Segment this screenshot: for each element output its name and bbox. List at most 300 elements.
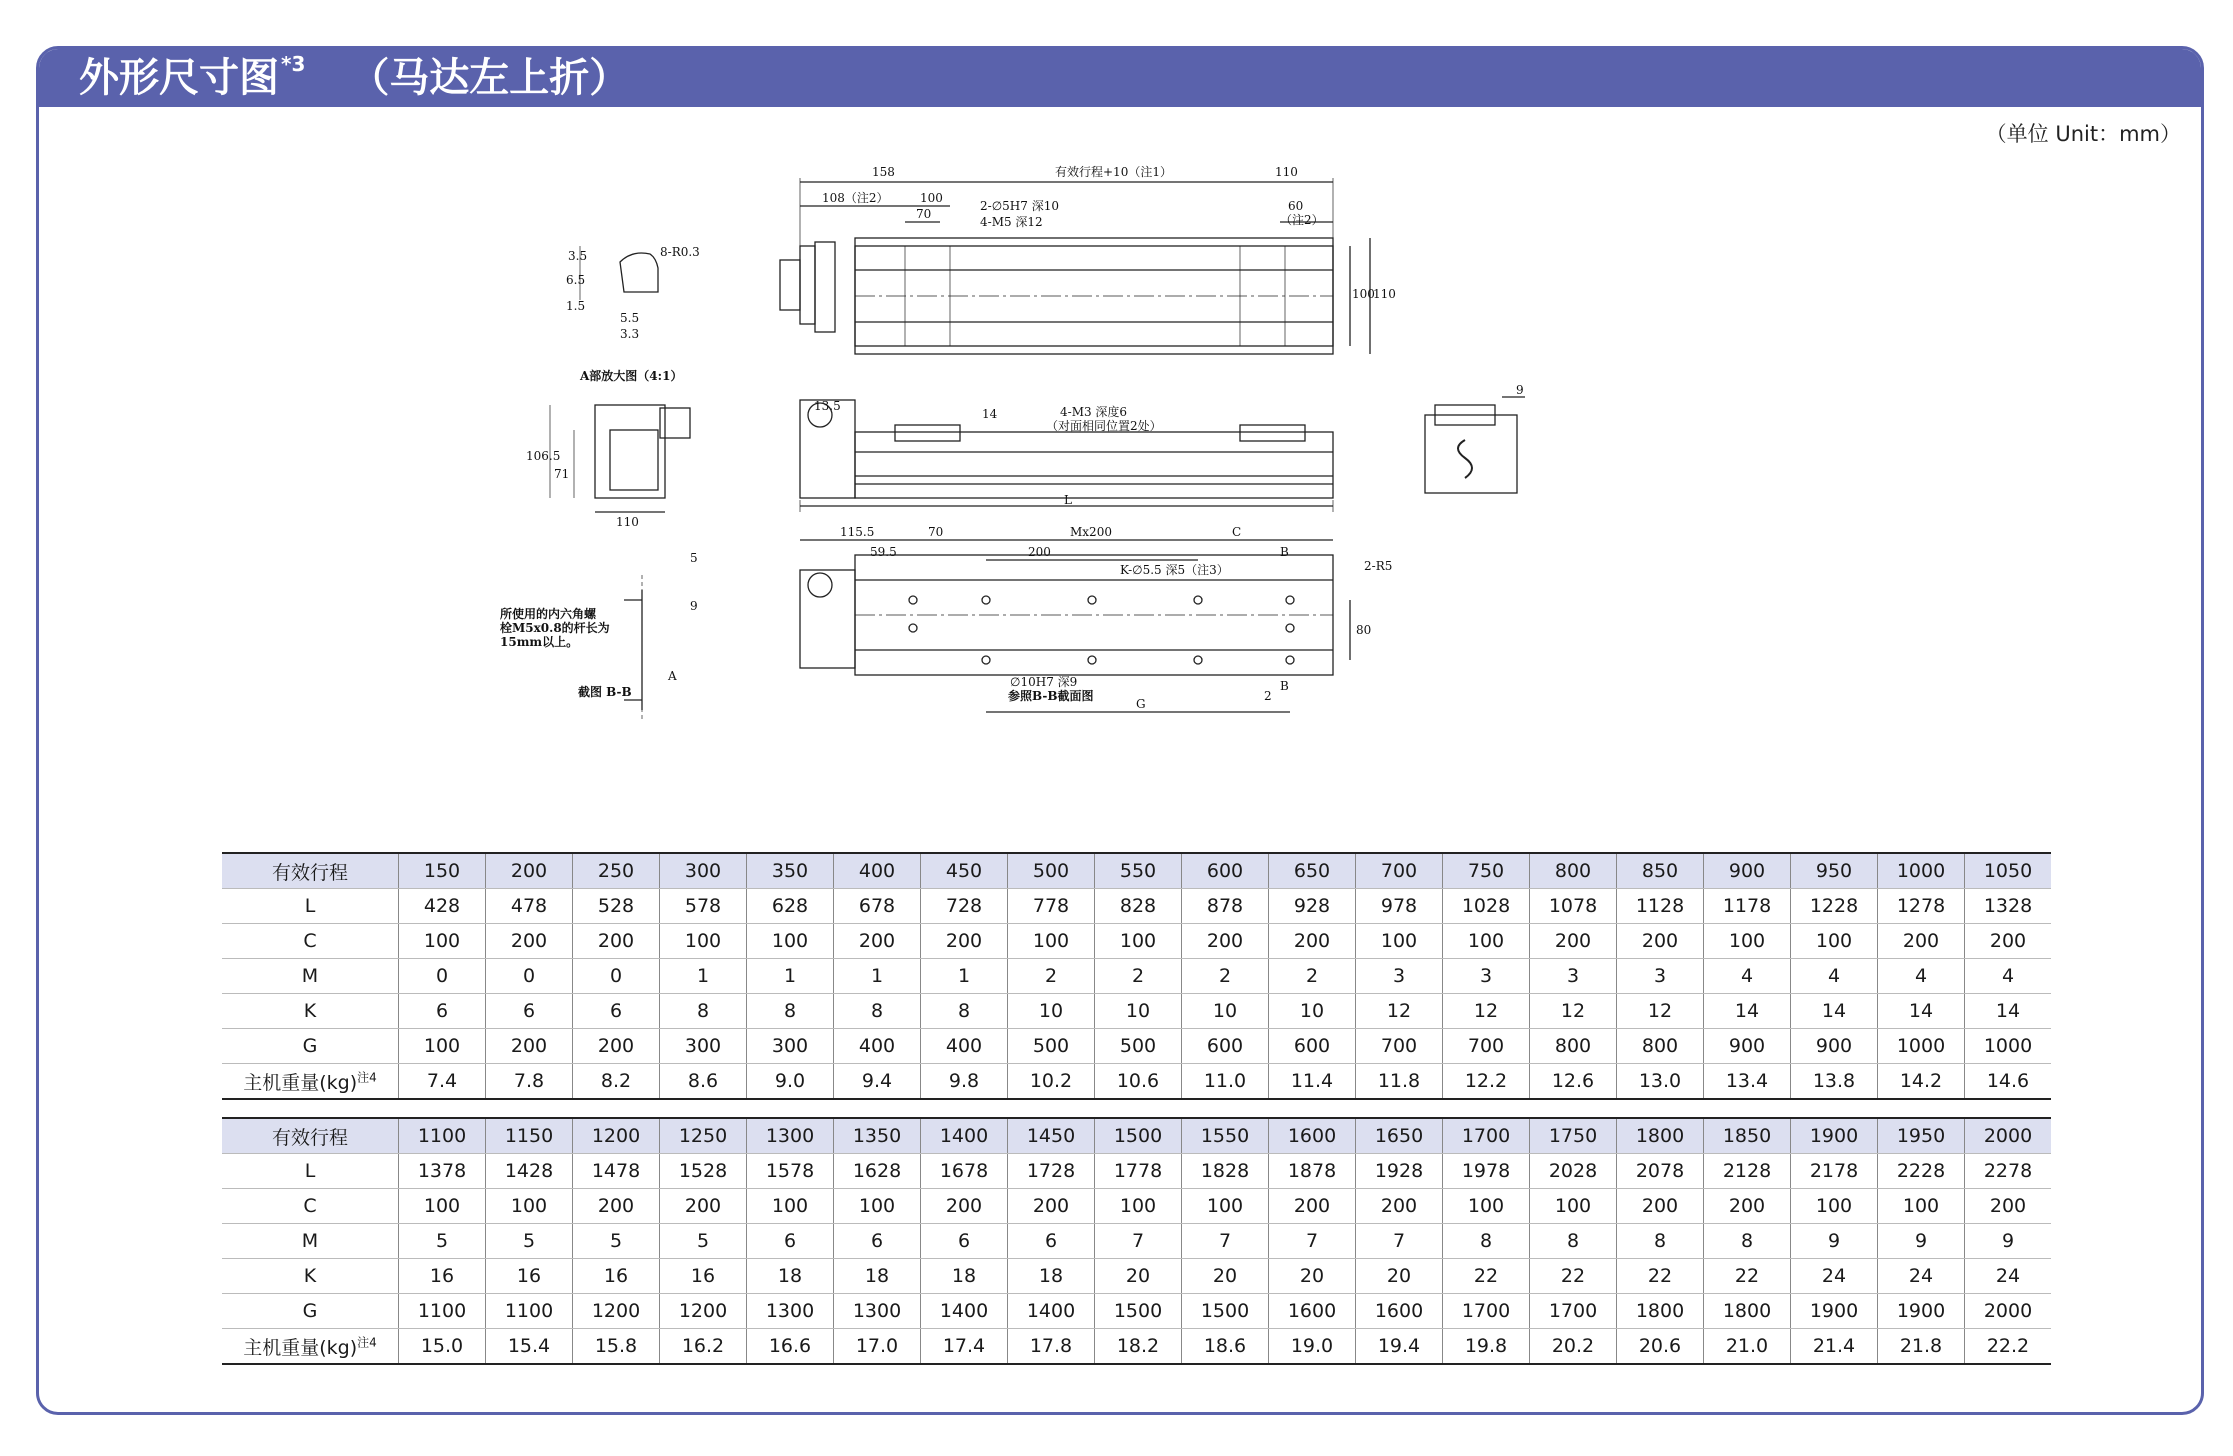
row-label: C <box>222 1189 399 1224</box>
table-cell: 20 <box>1269 1259 1356 1294</box>
table-cell: 1000 <box>1878 853 1965 889</box>
table-cell: 828 <box>1095 889 1182 924</box>
svg-text:9: 9 <box>1516 383 1524 397</box>
svg-text:3.5: 3.5 <box>568 249 588 263</box>
table-cell: 12 <box>1356 994 1443 1029</box>
table-cell: 20 <box>1356 1259 1443 1294</box>
table-cell: 13.0 <box>1617 1064 1704 1100</box>
table-cell: 10 <box>1008 994 1095 1029</box>
table-cell: 22.2 <box>1965 1329 2052 1365</box>
table-cell: 100 <box>1791 1189 1878 1224</box>
left-side-view <box>595 405 665 498</box>
table-cell: 9 <box>1878 1224 1965 1259</box>
table-row <box>222 1294 2051 1329</box>
table-cell: 100 <box>747 924 834 959</box>
table-cell: 20 <box>1182 1259 1269 1294</box>
table-cell: 8 <box>834 994 921 1029</box>
table-cell: 1800 <box>1704 1294 1791 1329</box>
table-cell: 12 <box>1617 994 1704 1029</box>
table-cell: 1778 <box>1095 1154 1182 1189</box>
table-cell: 2000 <box>1965 1118 2052 1154</box>
table-cell: 4 <box>1965 959 2052 994</box>
table-cell: 1078 <box>1530 889 1617 924</box>
table-cell: 400 <box>834 1029 921 1064</box>
table-cell: 16.2 <box>660 1329 747 1365</box>
table-cell: 1400 <box>921 1118 1008 1154</box>
row-label: L <box>222 1154 399 1189</box>
table-cell: 200 <box>486 924 573 959</box>
table-cell: 17.0 <box>834 1329 921 1365</box>
table-cell: 100 <box>1182 1189 1269 1224</box>
svg-text:4-M5 深12: 4-M5 深12 <box>980 215 1043 229</box>
table-cell: 500 <box>1095 1029 1182 1064</box>
table-cell: 200 <box>1878 924 1965 959</box>
table-cell: 1050 <box>1965 853 2052 889</box>
table-cell: 528 <box>573 889 660 924</box>
table-cell: 11.4 <box>1269 1064 1356 1100</box>
table-cell: 100 <box>399 1029 486 1064</box>
table-cell: 600 <box>1182 853 1269 889</box>
table-cell: 200 <box>486 853 573 889</box>
svg-text:∅10H7 深9: ∅10H7 深9 <box>1010 675 1078 689</box>
table-cell: 1250 <box>660 1118 747 1154</box>
table-cell: 200 <box>1530 924 1617 959</box>
svg-text:L: L <box>1064 493 1072 507</box>
table-cell: 0 <box>573 959 660 994</box>
table-cell: 1 <box>660 959 747 994</box>
table-cell: 200 <box>1269 1189 1356 1224</box>
table-cell: 100 <box>1530 1189 1617 1224</box>
table-cell: 1900 <box>1878 1294 1965 1329</box>
unit-note: （单位 Unit：mm） <box>1985 122 2181 146</box>
table-cell: 8 <box>747 994 834 1029</box>
table-cell: 8.6 <box>660 1064 747 1100</box>
table-cell: 200 <box>921 924 1008 959</box>
table-cell: 1750 <box>1530 1118 1617 1154</box>
table-cell: 800 <box>1530 1029 1617 1064</box>
table-cell: 4 <box>1704 959 1791 994</box>
table-cell: 1300 <box>834 1294 921 1329</box>
table-cell: 14.2 <box>1878 1064 1965 1100</box>
table-cell: 850 <box>1617 853 1704 889</box>
table-cell: 1500 <box>1182 1294 1269 1329</box>
table-cell: 1500 <box>1095 1118 1182 1154</box>
table-cell: 628 <box>747 889 834 924</box>
table-cell: 10 <box>1269 994 1356 1029</box>
table-cell: 200 <box>1182 924 1269 959</box>
table-cell: 9.4 <box>834 1064 921 1100</box>
svg-text:Mx200: Mx200 <box>1070 525 1112 539</box>
table-cell: 200 <box>573 1189 660 1224</box>
table-cell: 1 <box>834 959 921 994</box>
svg-text:8-R0.3: 8-R0.3 <box>660 245 700 259</box>
table-cell: 200 <box>1965 924 2052 959</box>
table-cell: 20.2 <box>1530 1329 1617 1365</box>
table-cell: 200 <box>1008 1189 1095 1224</box>
table-cell: 300 <box>660 1029 747 1064</box>
dimension-drawing <box>480 160 1880 830</box>
table-cell: 1828 <box>1182 1154 1269 1189</box>
table-cell: 8 <box>660 994 747 1029</box>
detail-a-profile <box>620 253 658 292</box>
table-cell: 1600 <box>1269 1118 1356 1154</box>
row-label: C <box>222 924 399 959</box>
table-cell: 8 <box>1530 1224 1617 1259</box>
table-cell: 24 <box>1965 1259 2052 1294</box>
top-motor-cap <box>800 246 815 324</box>
svg-text:60: 60 <box>1288 199 1304 213</box>
table-cell: 200 <box>921 1189 1008 1224</box>
table-cell: 100 <box>1878 1189 1965 1224</box>
table-cell: 14 <box>1791 994 1878 1029</box>
table-cell: 100 <box>1791 924 1878 959</box>
svg-text:3.3: 3.3 <box>620 327 640 341</box>
table-cell: 200 <box>1617 924 1704 959</box>
table-cell: 7.4 <box>399 1064 486 1100</box>
table-cell: 1178 <box>1704 889 1791 924</box>
table-cell: 1400 <box>1008 1294 1095 1329</box>
svg-text:1.5: 1.5 <box>566 299 586 313</box>
table-cell: 1200 <box>573 1118 660 1154</box>
table-cell: 3 <box>1356 959 1443 994</box>
table-cell: 2228 <box>1878 1154 1965 1189</box>
table-cell: 17.8 <box>1008 1329 1095 1365</box>
table-cell: 4 <box>1878 959 1965 994</box>
table-cell: 13.4 <box>1704 1064 1791 1100</box>
table-cell: 1000 <box>1965 1029 2052 1064</box>
table-cell: 12.6 <box>1530 1064 1617 1100</box>
table-row <box>222 1189 2051 1224</box>
table-cell: 1500 <box>1095 1294 1182 1329</box>
table-cell: 1628 <box>834 1154 921 1189</box>
svg-text:100: 100 <box>920 191 943 205</box>
table-cell: 100 <box>1356 924 1443 959</box>
table-cell: 21.4 <box>1791 1329 1878 1365</box>
table-cell: 200 <box>573 1029 660 1064</box>
svg-text:80: 80 <box>1356 623 1372 637</box>
table-cell: 900 <box>1791 1029 1878 1064</box>
table-cell: 20 <box>1095 1259 1182 1294</box>
svg-text:C: C <box>1232 525 1242 539</box>
table-cell: 7 <box>1356 1224 1443 1259</box>
svg-text:115.5: 115.5 <box>840 525 875 539</box>
spec-table-1 <box>222 852 2051 1100</box>
svg-text:G: G <box>1136 697 1146 711</box>
section-subtitle: （马达左上折） <box>349 55 630 101</box>
table-cell: 1650 <box>1356 1118 1443 1154</box>
table-cell: 10 <box>1182 994 1269 1029</box>
table-cell: 18.6 <box>1182 1329 1269 1365</box>
table-cell: 500 <box>1008 853 1095 889</box>
table-row <box>222 1259 2051 1294</box>
table-cell: 100 <box>747 1189 834 1224</box>
table-cell: 10 <box>1095 994 1182 1029</box>
table-cell: 8 <box>1704 1224 1791 1259</box>
table-cell: 900 <box>1704 853 1791 889</box>
row-label: 有效行程 <box>222 853 399 889</box>
table-cell: 1378 <box>399 1154 486 1189</box>
table-cell: 700 <box>1356 1029 1443 1064</box>
table-cell: 778 <box>1008 889 1095 924</box>
svg-text:4-M3 深度6: 4-M3 深度6 <box>1060 405 1128 419</box>
svg-text:栓M5x0.8的杆长为: 栓M5x0.8的杆长为 <box>500 621 610 635</box>
table-cell: 800 <box>1530 853 1617 889</box>
svg-text:K-∅5.5 深5（注3）: K-∅5.5 深5（注3） <box>1120 563 1229 577</box>
table-cell: 19.4 <box>1356 1329 1443 1365</box>
table-cell: 16 <box>573 1259 660 1294</box>
table-cell: 350 <box>747 853 834 889</box>
table-cell: 100 <box>1095 1189 1182 1224</box>
table-cell: 900 <box>1704 1029 1791 1064</box>
table-cell: 600 <box>1269 1029 1356 1064</box>
table-cell: 0 <box>399 959 486 994</box>
table-cell: 1900 <box>1791 1294 1878 1329</box>
table-cell: 2278 <box>1965 1154 2052 1189</box>
table-cell: 2078 <box>1617 1154 1704 1189</box>
table-cell: 18 <box>834 1259 921 1294</box>
table-cell: 1678 <box>921 1154 1008 1189</box>
section-header <box>39 49 2201 107</box>
table-cell: 200 <box>1269 924 1356 959</box>
table-cell: 200 <box>486 1029 573 1064</box>
table-cell: 1300 <box>747 1118 834 1154</box>
table-cell: 500 <box>1008 1029 1095 1064</box>
svg-text:所使用的内六角螺: 所使用的内六角螺 <box>500 607 597 621</box>
svg-text:5.5: 5.5 <box>620 311 640 325</box>
svg-text:106.5: 106.5 <box>526 449 561 463</box>
table-cell: 100 <box>1095 924 1182 959</box>
table-cell: 22 <box>1530 1259 1617 1294</box>
table-cell: 428 <box>399 889 486 924</box>
table-row <box>222 924 2051 959</box>
table-cell: 1928 <box>1356 1154 1443 1189</box>
table-cell: 14 <box>1704 994 1791 1029</box>
table-cell: 150 <box>399 853 486 889</box>
table-cell: 100 <box>486 1189 573 1224</box>
table-cell: 17.4 <box>921 1329 1008 1365</box>
table-cell: 450 <box>921 853 1008 889</box>
table-cell: 0 <box>486 959 573 994</box>
table-cell: 1950 <box>1878 1118 1965 1154</box>
table-cell: 15.8 <box>573 1329 660 1365</box>
table-cell: 21.8 <box>1878 1329 1965 1365</box>
svg-text:2: 2 <box>1264 689 1272 703</box>
table-cell: 200 <box>1965 1189 2052 1224</box>
table-cell: 10.6 <box>1095 1064 1182 1100</box>
table-cell: 22 <box>1443 1259 1530 1294</box>
table-cell: 2 <box>1008 959 1095 994</box>
right-side-view <box>1425 415 1517 493</box>
table-cell: 5 <box>660 1224 747 1259</box>
section-title: 外形尺寸图 <box>79 55 279 101</box>
table-cell: 22 <box>1617 1259 1704 1294</box>
svg-text:110: 110 <box>616 515 639 529</box>
table-cell: 1278 <box>1878 889 1965 924</box>
table-cell: 1800 <box>1617 1294 1704 1329</box>
table-cell: 1878 <box>1269 1154 1356 1189</box>
row-label: M <box>222 1224 399 1259</box>
row-label: 主机重量(kg)$^{注4}$ <box>222 1329 399 1365</box>
svg-text:70: 70 <box>928 525 944 539</box>
table-row <box>222 1329 2051 1365</box>
table-cell: 678 <box>834 889 921 924</box>
svg-text:（注2）: （注2） <box>1280 213 1324 227</box>
table-cell: 100 <box>399 1189 486 1224</box>
svg-text:59.5: 59.5 <box>870 545 897 559</box>
table-cell: 5 <box>399 1224 486 1259</box>
svg-text:110: 110 <box>1373 287 1396 301</box>
table-cell: 1700 <box>1530 1294 1617 1329</box>
table-cell: 6 <box>399 994 486 1029</box>
svg-text:截图 B-B: 截图 B-B <box>578 685 632 699</box>
row-label: K <box>222 1259 399 1294</box>
table-cell: 1800 <box>1617 1118 1704 1154</box>
svg-text:200: 200 <box>1028 545 1051 559</box>
table-cell: 650 <box>1269 853 1356 889</box>
table-cell: 478 <box>486 889 573 924</box>
table-cell: 9 <box>1791 1224 1878 1259</box>
table-cell: 12 <box>1530 994 1617 1029</box>
svg-text:有效行程+10（注1）: 有效行程+10（注1） <box>1055 165 1172 179</box>
table-cell: 10.2 <box>1008 1064 1095 1100</box>
table-cell: 250 <box>573 853 660 889</box>
table-cell: 5 <box>486 1224 573 1259</box>
table-cell: 14 <box>1965 994 2052 1029</box>
table-cell: 8 <box>1617 1224 1704 1259</box>
table-cell: 1528 <box>660 1154 747 1189</box>
table-cell: 928 <box>1269 889 1356 924</box>
table-cell: 1100 <box>399 1294 486 1329</box>
table-cell: 2028 <box>1530 1154 1617 1189</box>
svg-text:B: B <box>1280 679 1289 693</box>
table-cell: 18 <box>1008 1259 1095 1294</box>
table-cell: 6 <box>486 994 573 1029</box>
table-cell: 7 <box>1095 1224 1182 1259</box>
table-cell: 3 <box>1443 959 1530 994</box>
table-cell: 978 <box>1356 889 1443 924</box>
table-cell: 878 <box>1182 889 1269 924</box>
table-cell: 1600 <box>1356 1294 1443 1329</box>
table-cell: 100 <box>1704 924 1791 959</box>
table-cell: 1150 <box>486 1118 573 1154</box>
table-cell: 14 <box>1878 994 1965 1029</box>
table-cell: 9 <box>1965 1224 2052 1259</box>
svg-text:2-∅5H7 深10: 2-∅5H7 深10 <box>980 199 1059 213</box>
table-cell: 1400 <box>921 1294 1008 1329</box>
table-cell: 2 <box>1269 959 1356 994</box>
table-row <box>222 853 2051 889</box>
table-cell: 1478 <box>573 1154 660 1189</box>
table-cell: 1850 <box>1704 1118 1791 1154</box>
svg-text:158: 158 <box>872 165 895 179</box>
table-cell: 8 <box>1443 1224 1530 1259</box>
table-cell: 600 <box>1182 1029 1269 1064</box>
table-cell: 2 <box>1095 959 1182 994</box>
table-cell: 750 <box>1443 853 1530 889</box>
table-cell: 1 <box>921 959 1008 994</box>
table-cell: 1700 <box>1443 1118 1530 1154</box>
table-cell: 1550 <box>1182 1118 1269 1154</box>
table-cell: 300 <box>747 1029 834 1064</box>
table-cell: 11.8 <box>1356 1064 1443 1100</box>
table-cell: 800 <box>1617 1029 1704 1064</box>
svg-text:B: B <box>1280 545 1289 559</box>
row-label: G <box>222 1029 399 1064</box>
table-cell: 200 <box>573 924 660 959</box>
table-cell: 550 <box>1095 853 1182 889</box>
table-cell: 1428 <box>486 1154 573 1189</box>
svg-text:13.5: 13.5 <box>814 399 841 413</box>
table-cell: 18 <box>921 1259 1008 1294</box>
table-cell: 2178 <box>1791 1154 1878 1189</box>
svg-text:108（注2）: 108（注2） <box>822 191 889 205</box>
table-cell: 1450 <box>1008 1118 1095 1154</box>
table-cell: 13.8 <box>1791 1064 1878 1100</box>
table-cell: 2128 <box>1704 1154 1791 1189</box>
table-cell: 15.0 <box>399 1329 486 1365</box>
table-cell: 5 <box>573 1224 660 1259</box>
row-label: M <box>222 959 399 994</box>
svg-text:100: 100 <box>1352 287 1375 301</box>
table-cell: 200 <box>1617 1189 1704 1224</box>
table-cell: 1200 <box>573 1294 660 1329</box>
table-cell: 12 <box>1443 994 1530 1029</box>
table-cell: 1728 <box>1008 1154 1095 1189</box>
table-cell: 16.6 <box>747 1329 834 1365</box>
table-cell: 100 <box>834 1189 921 1224</box>
svg-text:15mm以上。: 15mm以上。 <box>500 635 579 649</box>
table-cell: 1000 <box>1878 1029 1965 1064</box>
table-cell: 1 <box>747 959 834 994</box>
table-cell: 22 <box>1704 1259 1791 1294</box>
table-cell: 1100 <box>399 1118 486 1154</box>
svg-text:14: 14 <box>982 407 998 421</box>
table-cell: 728 <box>921 889 1008 924</box>
svg-text:2-R5: 2-R5 <box>1364 559 1393 573</box>
table-cell: 8 <box>921 994 1008 1029</box>
title-note: *3 <box>281 52 306 76</box>
table-cell: 1028 <box>1443 889 1530 924</box>
svg-text:A部放大图（4:1）: A部放大图（4:1） <box>580 369 683 383</box>
table-cell: 8.2 <box>573 1064 660 1100</box>
table-cell: 19.0 <box>1269 1329 1356 1365</box>
table-cell: 1600 <box>1269 1294 1356 1329</box>
table-row <box>222 889 2051 924</box>
table-cell: 16 <box>660 1259 747 1294</box>
table-cell: 200 <box>1704 1189 1791 1224</box>
front-view-body <box>855 432 1333 498</box>
table-cell: 1328 <box>1965 889 2052 924</box>
row-label: 主机重量(kg)$^{注4}$ <box>222 1064 399 1100</box>
svg-text:参照B-B截面图: 参照B-B截面图 <box>1008 689 1094 703</box>
table-cell: 1700 <box>1443 1294 1530 1329</box>
table-cell: 400 <box>834 853 921 889</box>
table-cell: 200 <box>834 924 921 959</box>
svg-text:（对面相同位置2处）: （对面相同位置2处） <box>1046 419 1162 433</box>
table-cell: 1350 <box>834 1118 921 1154</box>
table-cell: 19.8 <box>1443 1329 1530 1365</box>
svg-text:110: 110 <box>1275 165 1298 179</box>
table-cell: 6 <box>834 1224 921 1259</box>
table-cell: 11.0 <box>1182 1064 1269 1100</box>
table-cell: 3 <box>1617 959 1704 994</box>
table-cell: 700 <box>1356 853 1443 889</box>
table-cell: 24 <box>1878 1259 1965 1294</box>
svg-text:9: 9 <box>690 599 698 613</box>
table-cell: 2000 <box>1965 1294 2052 1329</box>
table-cell: 4 <box>1791 959 1878 994</box>
table-cell: 1200 <box>660 1294 747 1329</box>
